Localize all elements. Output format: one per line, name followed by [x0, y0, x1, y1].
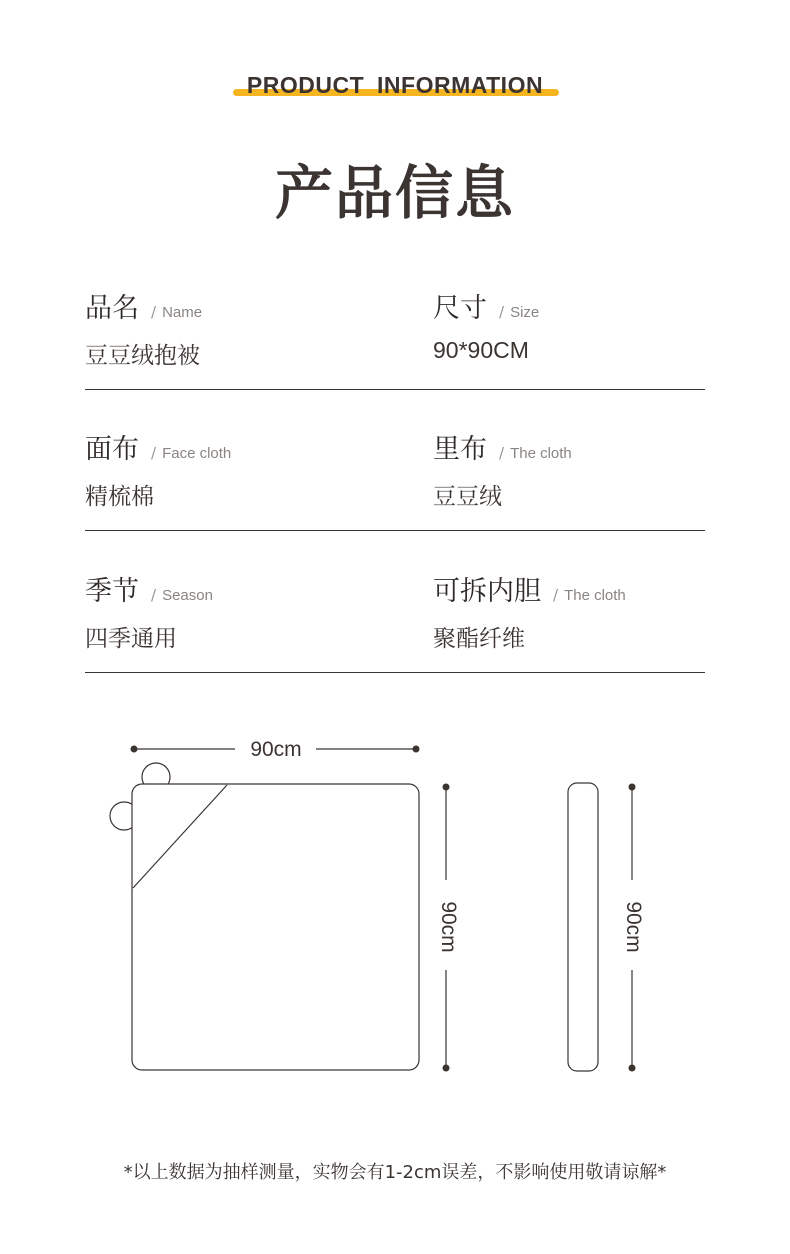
blanket-side-view	[568, 783, 598, 1071]
width-endpoint-right	[413, 746, 420, 753]
width-endpoint-left	[131, 746, 138, 753]
width-dimension	[131, 738, 420, 761]
spec-label-en: Size	[510, 304, 540, 321]
spec-label-en: Season	[162, 587, 213, 604]
height-endpoint-bottom	[443, 1065, 450, 1072]
spec-value: 四季通用	[85, 626, 177, 652]
height-dimension	[437, 784, 460, 1072]
spec-value: 聚酯纤维	[433, 626, 525, 652]
spec-label: 尺寸	[433, 293, 487, 324]
height-endpoint-top	[443, 784, 450, 791]
spec-label: 季节	[85, 576, 139, 607]
side-height-dimension	[622, 784, 645, 1072]
spec-separator: /	[151, 586, 157, 604]
side-height-endpoint-top	[629, 784, 636, 791]
side-height-label: 90cm	[622, 901, 645, 953]
spec-separator: /	[553, 586, 559, 604]
spec-separator: /	[499, 444, 505, 462]
blanket-front-view	[110, 763, 419, 1070]
spec-label-en: The cloth	[564, 587, 626, 604]
header-english-title: PRODUCT INFORMATION	[246, 72, 544, 98]
spec-label-en: The cloth	[510, 445, 572, 462]
spec-label-en: Face cloth	[162, 445, 232, 462]
spec-label: 面布	[85, 434, 139, 465]
spec-label-en: Name	[162, 304, 203, 321]
spec-label: 里布	[433, 434, 487, 465]
disclaimer-footnote: *以上数据为抽样测量，实物会有1-2cm误差，不影响使用敬请谅解*	[123, 1162, 667, 1183]
spec-separator: /	[151, 303, 157, 321]
spec-label: 品名	[85, 293, 139, 324]
spec-label: 可拆内胆	[433, 576, 541, 607]
width-label: 90cm	[250, 738, 302, 761]
page-title: 产品信息	[274, 159, 515, 227]
side-outline	[568, 783, 598, 1071]
spec-separator: /	[151, 444, 157, 462]
height-label: 90cm	[437, 901, 460, 953]
side-height-endpoint-bottom	[629, 1065, 636, 1072]
blanket-outline	[132, 784, 419, 1070]
spec-separator: /	[499, 303, 505, 321]
spec-value: 精梳棉	[85, 484, 154, 510]
spec-value: 90*90CM	[433, 337, 529, 363]
spec-value: 豆豆绒抱被	[85, 343, 200, 369]
spec-value: 豆豆绒	[433, 484, 502, 510]
